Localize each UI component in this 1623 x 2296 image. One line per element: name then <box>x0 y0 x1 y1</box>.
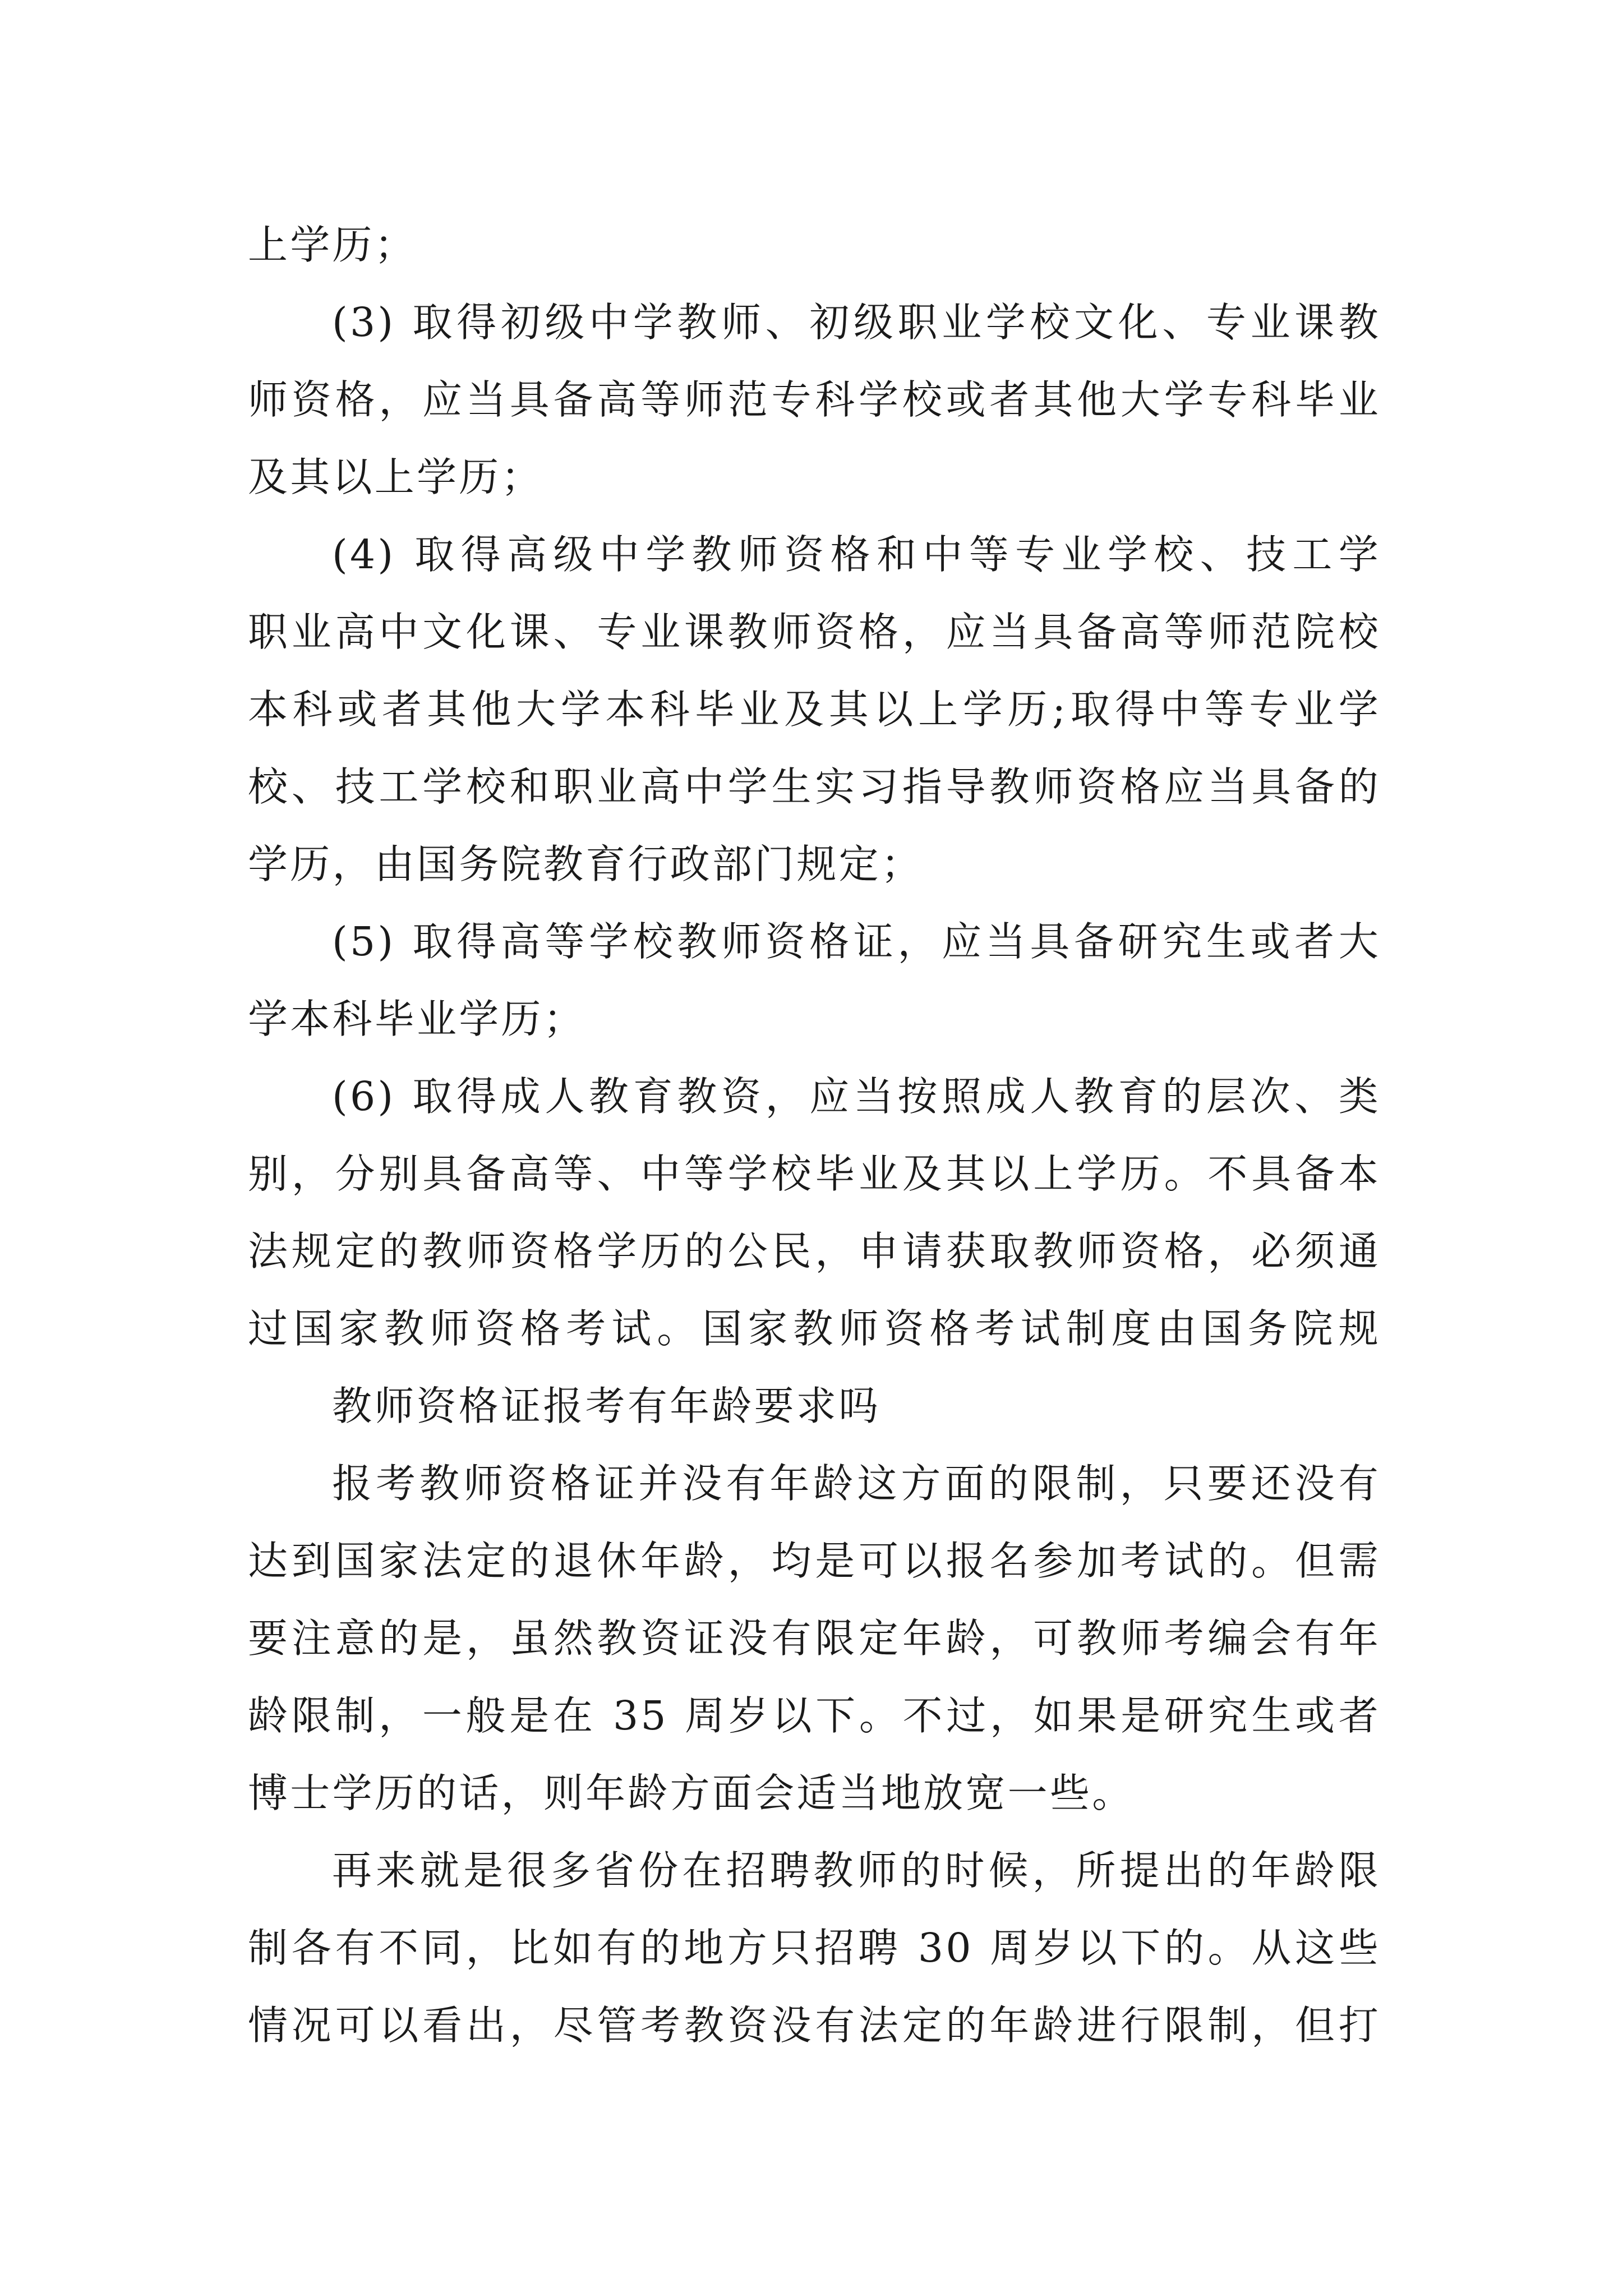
text-line: 要注意的是，虽然教资证没有限定年龄，可教师考编会有年 <box>248 1615 1381 1662</box>
text-line: 再来就是很多省份在招聘教师的时候，所提出的年龄限 <box>332 1847 1381 1894</box>
text-line: 师资格，应当具备高等师范专科学校或者其他大学专科毕业 <box>248 376 1381 423</box>
text-line: (3) 取得初级中学教师、初级职业学校文化、专业课教 <box>332 299 1381 346</box>
text-line: 龄限制，一般是在 35 周岁以下。不过，如果是研究生或者 <box>248 1692 1381 1739</box>
document-body <box>248 206 1381 2064</box>
text-line: 学历，由国务院教育行政部门规定； <box>248 841 924 887</box>
text-line: 上学历； <box>248 222 417 268</box>
text-line: 别，分别具备高等、中等学校毕业及其以上学历。不具备本 <box>248 1151 1381 1197</box>
text-line: 教师资格证报考有年龄要求吗 <box>332 1383 881 1429</box>
text-line: 报考教师资格证并没有年龄这方面的限制，只要还没有 <box>332 1460 1381 1507</box>
text-line: 校、技工学校和职业高中学生实习指导教师资格应当具备的 <box>248 763 1381 810</box>
text-line: 情况可以看出，尽管考教资没有法定的年龄进行限制，但打 <box>248 2002 1381 2049</box>
text-line: (6) 取得成人教育教资，应当按照成人教育的层次、类 <box>332 1073 1381 1120</box>
text-line: 及其以上学历； <box>248 454 543 500</box>
text-line: 本科或者其他大学本科毕业及其以上学历;取得中等专业学 <box>248 686 1381 733</box>
text-line: 学本科毕业学历； <box>248 996 586 1042</box>
text-line: 职业高中文化课、专业课教师资格，应当具备高等师范院校 <box>248 609 1381 655</box>
text-line: (5) 取得高等学校教师资格证，应当具备研究生或者大 <box>332 918 1381 965</box>
text-line: 法规定的教师资格学历的公民，申请获取教师资格，必须通 <box>248 1228 1381 1274</box>
text-line: 博士学历的话，则年龄方面会适当地放宽一些。 <box>248 1770 1135 1816</box>
text-line: (4) 取得高级中学教师资格和中等专业学校、技工学 <box>332 531 1381 578</box>
text-line: 制各有不同，比如有的地方只招聘 30 周岁以下的。从这些 <box>248 1925 1381 1971</box>
text-line: 过国家教师资格考试。国家教师资格考试制度由国务院规 <box>248 1305 1381 1352</box>
text-line: 达到国家法定的退休年龄，均是可以报名参加考试的。但需 <box>248 1538 1381 1584</box>
